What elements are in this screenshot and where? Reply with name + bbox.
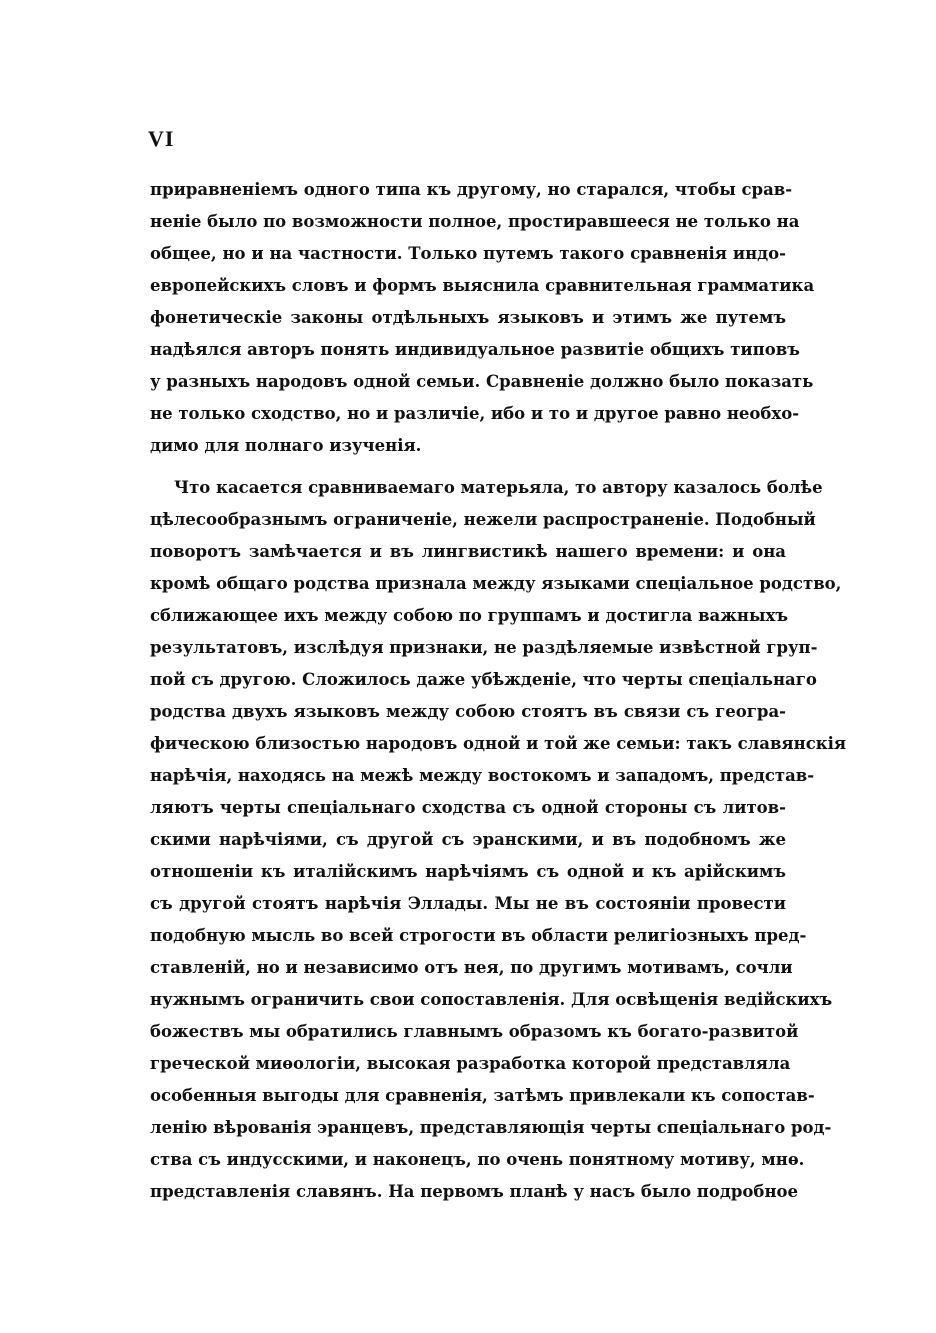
text-line: надѣялся авторъ понять индивидуальное развитіе общихъ типовъ <box>150 340 800 359</box>
text-line: ленію вѣрованія эранцевъ, представляющія черты спеціальнаго род- <box>150 1118 832 1137</box>
paragraph-gap <box>150 462 786 472</box>
text-line: европейскихъ словъ и формъ выяснила сравнительная грамматика <box>150 276 815 295</box>
text-line: нужнымъ ограничить свои сопоставленія. Для освѣщенія ведійскихъ <box>150 990 833 1009</box>
text-line: скими нарѣчіями, съ другой съ эранскими, и въ подобномъ же <box>150 830 786 849</box>
text-line: нарѣчія, находясь на межѣ между востокомъ и западомъ, представ- <box>150 766 815 785</box>
text-line: представленія славянъ. На первомъ планѣ у насъ было подробное <box>150 1182 799 1201</box>
text-line: димо для полнаго изученія. <box>150 436 422 455</box>
text-line: родства двухъ языковъ между собою стоятъ въ связи съ геогра- <box>150 702 786 721</box>
text-line: подобную мысль во всей строгости въ области религіозныхъ пред- <box>150 926 807 945</box>
text-line: цѣлесообразнымъ ограниченіе, нежели распространеніе. Подобный <box>150 510 816 529</box>
page-number: VI <box>148 126 175 151</box>
text-line: кромѣ общаго родства признала между языками спеціальное родство, <box>150 574 842 593</box>
text-line: поворотъ замѣчается и въ лингвистикѣ нашего времени: и она <box>150 542 786 561</box>
text-line: божествъ мы обратились главнымъ образомъ къ богато-развитой <box>150 1022 799 1041</box>
body-text <box>150 174 847 1208</box>
text-line: греческой миѳологіи, высокая разработка которой представляла <box>150 1054 791 1073</box>
text-line: фическою близостью народовъ одной и той же семьи: такъ славянскія <box>150 734 847 753</box>
text-line: приравненіемъ одного типа къ другому, но старался, чтобы срав- <box>150 180 793 199</box>
text-line: сближающее ихъ между собою по группамъ и достигла важныхъ <box>150 606 789 625</box>
text-line: ставленій, но и независимо отъ нея, по другимъ мотивамъ, сочли <box>150 958 793 977</box>
text-line: общее, но и на частности. Только путемъ такого сравненія индо- <box>150 244 786 263</box>
text-line: не только сходство, но и различіе, ибо и то и другое равно необхо- <box>150 404 800 423</box>
text-line: отношеніи къ италійскимъ нарѣчіямъ съ одной и къ арійскимъ <box>150 862 786 881</box>
text-line: результатовъ, изслѣдуя признаки, не раздѣляемые извѣстной груп- <box>150 638 818 657</box>
paragraph-1 <box>150 174 815 462</box>
text-line: ства съ индусскими, и наконецъ, по очень понятному мотиву, мнѳ. <box>150 1150 805 1169</box>
text-line: съ другой стоятъ нарѣчія Эллады. Мы не въ состояніи провести <box>150 894 786 913</box>
paragraph-2 <box>150 472 847 1208</box>
text-line: Что касается сравниваемаго матерьяла, то автору казалось болѣе <box>174 478 823 497</box>
text-line: фонетическіе законы отдѣльныхъ языковъ и этимъ же путемъ <box>150 308 786 327</box>
text-line: ляютъ черты спеціальнаго сходства съ одной стороны съ литов- <box>150 798 786 817</box>
text-line: у разныхъ народовъ одной семьи. Сравненіе должно было показать <box>150 372 814 391</box>
text-line: особенныя выгоды для сравненія, затѣмъ привлекали къ сопостав- <box>150 1086 815 1105</box>
text-line: пой съ другою. Сложилось даже убѣжденіе, что черты спеціальнаго <box>150 670 817 689</box>
text-line: неніе было по возможности полное, простиравшееся не только на <box>150 212 800 231</box>
